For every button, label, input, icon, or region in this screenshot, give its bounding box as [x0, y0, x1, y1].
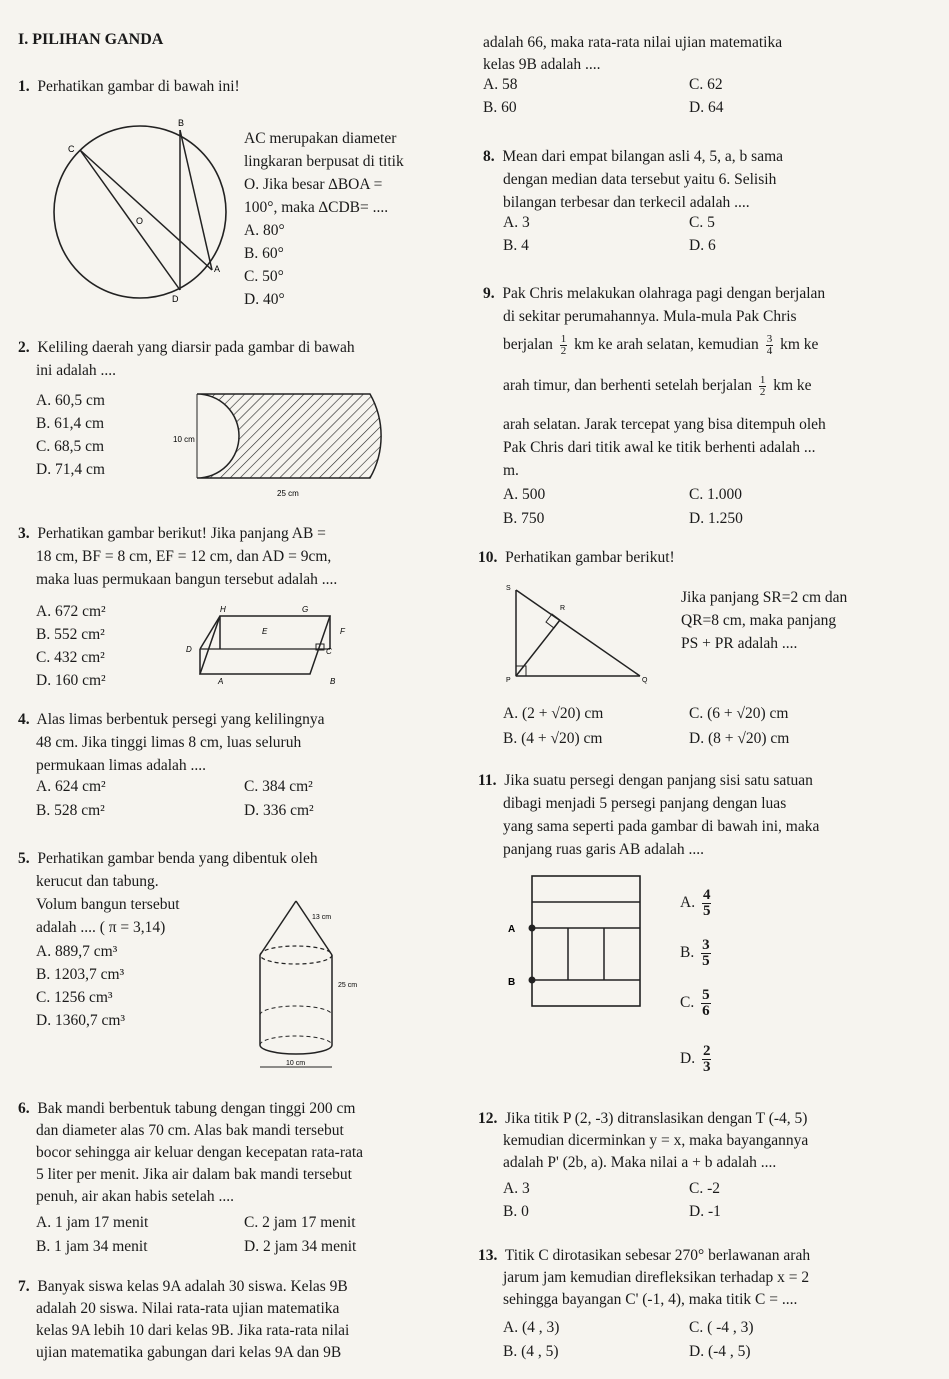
svg-text:13 cm: 13 cm: [312, 914, 332, 921]
q5-option-c[interactable]: C. 1256 cm³: [36, 989, 113, 1006]
q7-option-c[interactable]: C. 62: [689, 76, 723, 93]
q12-option-d[interactable]: D. -1: [689, 1203, 721, 1220]
q9-fraction-3: $\frac{1}{2}$: [759, 374, 766, 398]
q1-number: 1.: [18, 78, 30, 95]
q1-label-c: C: [68, 144, 75, 154]
svg-text:G: G: [302, 605, 309, 614]
q10-description: Jika panjang SR=2 cm dan QR=8 cm, maka panjang PS + PR adalah ....: [681, 589, 848, 652]
q12-option-c[interactable]: C. -2: [689, 1180, 720, 1197]
q13-option-a[interactable]: A. (4 , 3): [503, 1319, 560, 1336]
q12-question: 12. Jika titik P (2, -3) ditranslasikan dengan T (-4, 5) kemudian dicerminkan y = x, maka bayangannya adalah P' (2b, a). Maka nilai a + b adalah ....: [478, 1110, 809, 1171]
q2-label-width: 25 cm: [277, 489, 299, 498]
q9-line4: arah timur, dan berhenti setelah berjalan $\frac{1}{2}$ km ke: [503, 374, 812, 398]
q11-label-b: B: [508, 977, 516, 988]
q8-question: 8. Mean dari empat bilangan asli 4, 5, a, b sama dengan median data tersebut yaitu 6. Selisih bilangan terbesar dan terkecil adalah ....: [483, 148, 784, 211]
q9-option-d[interactable]: D. 1.250: [689, 510, 743, 527]
section-title: I. PILIHAN GANDA: [18, 31, 164, 48]
q2-text-cont: ini adalah ....: [36, 362, 117, 379]
q9-option-c[interactable]: C. 1.000: [689, 486, 742, 503]
q6-option-c[interactable]: C. 2 jam 17 menit: [244, 1214, 356, 1231]
q5-cone-cylinder-figure: [250, 895, 370, 1075]
q9-option-a[interactable]: A. 500: [503, 486, 546, 503]
q7-option-d[interactable]: D. 64: [689, 99, 724, 116]
q11-options: [680, 888, 714, 1094]
q10-option-c[interactable]: C. (6 + √20) cm: [689, 705, 789, 722]
q8-option-a[interactable]: A. 3: [503, 214, 530, 231]
q10-header: 10. Perhatikan gambar berikut!: [478, 549, 675, 566]
q4-question: 4. Alas limas berbentuk persegi yang kelilingnya 48 cm. Jika tinggi limas 8 cm, luas seluruh permukaan limas adalah ....: [18, 711, 325, 774]
q2-header: 2. Keliling daerah yang diarsir pada gambar di bawah: [18, 339, 355, 356]
q5-question: 5. Perhatikan gambar benda yang dibentuk oleh kerucut dan tabung. Volum bangun tersebut adalah .... ( π = 3,14): [18, 850, 318, 936]
svg-text:R: R: [560, 605, 566, 612]
q12-option-a[interactable]: A. 3: [503, 1180, 530, 1197]
q5-option-b[interactable]: B. 1203,7 cm³: [36, 966, 125, 983]
q6-question: 6. Bak mandi berbentuk tabung dengan tinggi 200 cm dan diameter alas 70 cm. Alas bak mandi tersebut bocor sehingga air keluar dengan kecepatan rata-rata 5 liter per menit. Jika air dalam bak mandi tersebut penuh, air akan habis setelah ....: [18, 1100, 364, 1205]
q1-text: Perhatikan gambar di bawah ini!: [37, 78, 240, 95]
q5-options: [36, 940, 125, 1032]
q3-options: [36, 600, 106, 692]
q1-label-o: O: [136, 216, 144, 226]
q4-option-a[interactable]: A. 624 cm²: [36, 778, 106, 795]
q1-option-b[interactable]: B. 60°: [244, 245, 284, 262]
q2-option-b[interactable]: B. 61,4 cm: [36, 415, 105, 432]
q1-label-a: A: [214, 264, 221, 274]
q2-label-height: 10 cm: [173, 435, 195, 444]
q7-option-a[interactable]: A. 58: [483, 76, 518, 93]
q4-option-d[interactable]: D. 336 cm²: [244, 802, 314, 819]
q2-option-c[interactable]: C. 68,5 cm: [36, 438, 105, 455]
q1-option-d[interactable]: D. 40°: [244, 291, 285, 308]
q11-question: 11. Jika suatu persegi dengan panjang sisi satu satuan dibagi menjadi 5 persegi panjang dengan luas yang sama seperti pada gambar di bawah ini, maka panjang ruas garis AB adalah ....: [478, 772, 820, 858]
svg-text:D: D: [186, 645, 192, 654]
q12-option-b[interactable]: B. 0: [503, 1203, 529, 1220]
q9-line3: berjalan $\frac{1}{2}$ km ke arah selatan, kemudian $\frac{3}{4}$ km ke: [503, 333, 819, 357]
q9-fraction-1: $\frac{1}{2}$: [560, 333, 567, 357]
svg-text:P: P: [506, 677, 511, 684]
svg-text:A: A: [218, 677, 224, 686]
q13-option-d[interactable]: D. (-4 , 5): [689, 1343, 751, 1360]
svg-text:C: C: [326, 647, 332, 656]
svg-text:10 cm: 10 cm: [286, 1060, 306, 1067]
q1-header: [18, 78, 240, 97]
q10-option-d[interactable]: D. (8 + √20) cm: [689, 730, 790, 747]
svg-text:B: B: [330, 677, 336, 686]
q5-option-a[interactable]: A. 889,7 cm³: [36, 943, 118, 960]
q5-option-d[interactable]: D. 1360,7 cm³: [36, 1012, 126, 1029]
q7-question-cont: adalah 66, maka rata-rata nilai ujian matematika kelas 9B adalah ....: [483, 34, 783, 73]
q1-description: AC merupakan diameter lingkaran berpusat di titik O. Jika besar ∆BOA = 100°, maka ∆CDB= .... A. 80° B. 60° C. 50° D. 40°: [244, 127, 404, 311]
q7-question: 7. Banyak siswa kelas 9A adalah 30 siswa. Kelas 9B adalah 20 siswa. Nilai rata-rata ujian matematika kelas 9A lebih 10 dari kelas 9B. Jika rata-rata nilai ujian matematika gabungan dari kelas 9A dan 9B: [18, 1278, 350, 1361]
svg-text:F: F: [340, 627, 345, 636]
q11-option-c[interactable]: C. $\frac{5}{6}$: [680, 987, 710, 1019]
q1-label-d: D: [172, 294, 179, 304]
svg-text:H: H: [220, 605, 226, 614]
q1-option-c[interactable]: C. 50°: [244, 268, 284, 285]
q2-option-d[interactable]: D. 71,4 cm: [36, 461, 105, 478]
q9-option-b[interactable]: B. 750: [503, 510, 545, 527]
q13-question: 13. Titik C dirotasikan sebesar 270° berlawanan arah jarum jam kemudian direfleksikan terhadap x = 2 sehingga bayangan C' (-1, 4), maka titik C = ....: [478, 1247, 811, 1308]
q3-option-d[interactable]: D. 160 cm²: [36, 672, 106, 689]
svg-text:25 cm: 25 cm: [338, 982, 358, 989]
q3-prism-figure: [180, 604, 350, 684]
q1-label-b: B: [178, 118, 185, 128]
q10-option-b[interactable]: B. (4 + √20) cm: [503, 730, 603, 747]
q6-option-a[interactable]: A. 1 jam 17 menit: [36, 1214, 149, 1231]
q11-option-a[interactable]: A. $\frac{4}{5}$: [680, 887, 711, 919]
q7-option-b[interactable]: B. 60: [483, 99, 517, 116]
q13-option-c[interactable]: C. ( -4 , 3): [689, 1319, 754, 1336]
q11-square-figure: [500, 870, 670, 1020]
q2-options: [36, 389, 105, 481]
q2-shaded-figure: [173, 384, 445, 504]
q4-option-c[interactable]: C. 384 cm²: [244, 778, 313, 795]
q4-option-b[interactable]: B. 528 cm²: [36, 802, 105, 819]
q8-option-d[interactable]: D. 6: [689, 237, 716, 254]
q6-option-d[interactable]: D. 2 jam 34 menit: [244, 1238, 357, 1255]
q11-label-a: A: [508, 924, 516, 935]
q6-option-b[interactable]: B. 1 jam 34 menit: [36, 1238, 148, 1255]
q10-triangle-figure: [500, 582, 660, 687]
q2-option-a[interactable]: A. 60,5 cm: [36, 392, 105, 409]
q1-option-a[interactable]: A. 80°: [244, 222, 285, 239]
q8-option-c[interactable]: C. 5: [689, 214, 715, 231]
q1-circle-figure: [50, 112, 240, 312]
q11-option-d[interactable]: D. $\frac{2}{3}$: [680, 1043, 711, 1075]
svg-text:S: S: [506, 585, 511, 592]
q9-question: 9. Pak Chris melakukan olahraga pagi dengan berjalan di sekitar perumahannya. Mula-mula Pak Chris: [483, 285, 826, 325]
q9-question-end: arah selatan. Jarak tercepat yang bisa ditempuh oleh Pak Chris dari titik awal ke titik berhenti adalah ... m.: [503, 416, 826, 479]
q3-option-c[interactable]: C. 432 cm²: [36, 649, 105, 666]
q13-option-b[interactable]: B. (4 , 5): [503, 1343, 559, 1360]
q9-fraction-2: $\frac{3}{4}$: [766, 333, 773, 357]
svg-text:E: E: [262, 627, 268, 636]
svg-text:Q: Q: [642, 677, 648, 684]
q3-question: 3. Perhatikan gambar berikut! Jika panjang AB = 18 cm, BF = 8 cm, EF = 12 cm, dan AD = 9cm, maka luas permukaan bangun tersebut adalah ....: [18, 525, 338, 588]
q11-option-b[interactable]: B. $\frac{3}{5}$: [680, 937, 710, 969]
q10-option-a[interactable]: A. (2 + √20) cm: [503, 705, 604, 722]
q3-option-a[interactable]: A. 672 cm²: [36, 603, 106, 620]
q3-option-b[interactable]: B. 552 cm²: [36, 626, 105, 643]
q8-option-b[interactable]: B. 4: [503, 237, 529, 254]
